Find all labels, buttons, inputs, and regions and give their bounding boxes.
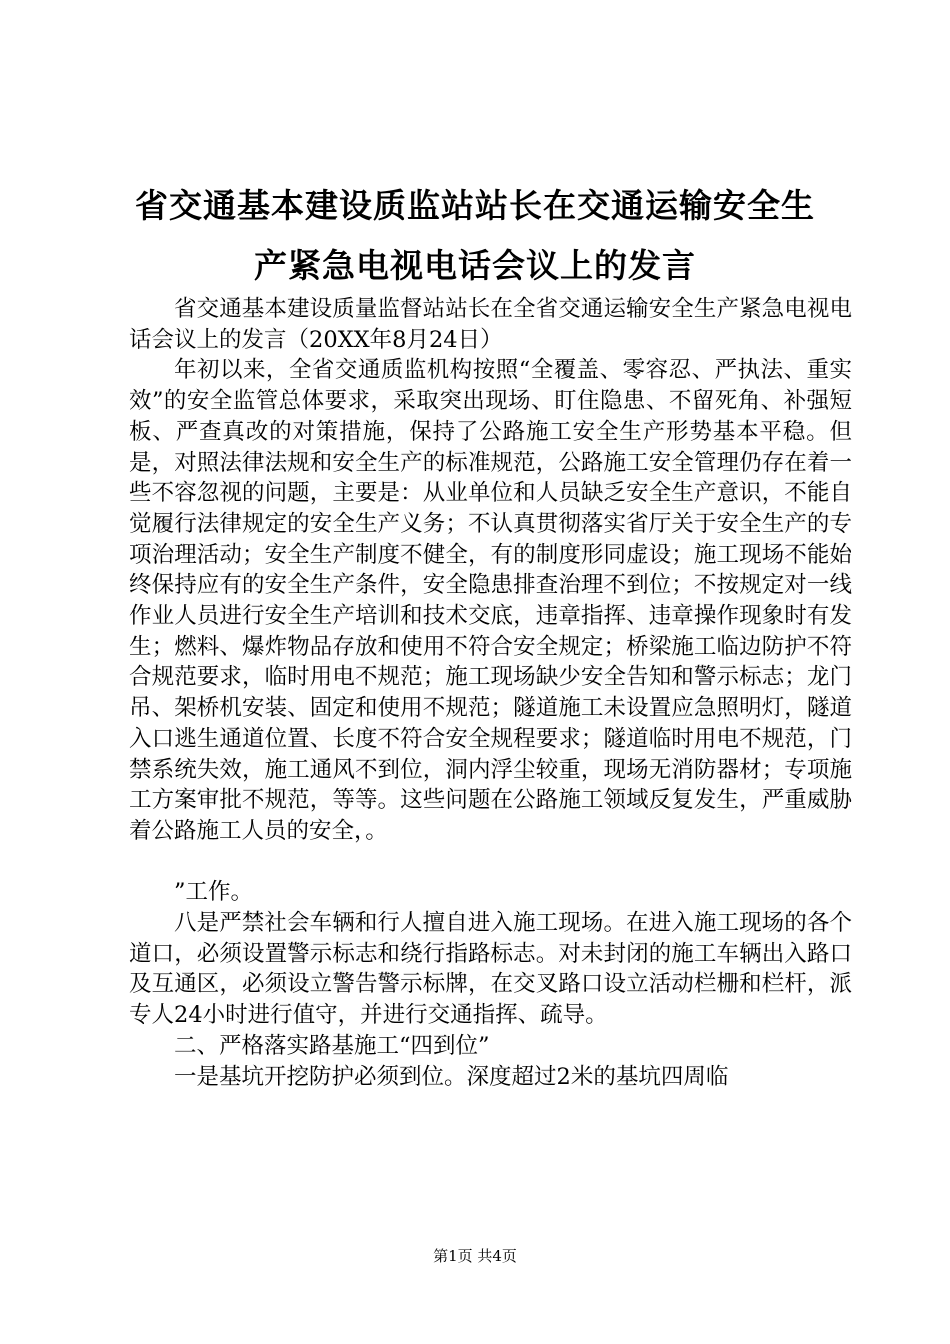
page-number-footer: 第1页 共4页 — [433, 1247, 517, 1265]
section-heading-two: 二、严格落实路基施工“四到位” — [174, 1032, 490, 1059]
title-line-2: 产紧急电视电话会议上的发言 — [254, 246, 696, 285]
paragraph-problems: 年初以来，全省交通质监机构按照“全覆盖、零容忍、严执法、重实效”的安全监管总体要求，采取突出现场、盯住隐患、不留死角、补强短板、严查真改的对策措施，保持了公路施工安全生产形势基本平稳。但是，对照法律法规和安全生产的标准规范，公路施工安全管理仍存在着一些不容忽视的问题，主要是：从业单位和人员缺乏安全生产意识，不能自觉履行法律规定的安全生产义务；不认真贯彻落实省厅关于安全生产的专项治理活动；安全生产制度不健全，有的制度形同虚设；施工现场不能始终保持应有的安全生产条件，安全隐患排查治理不到位；不按规定对一线作业人员进行安全生产培训和技术交底，违章指挥、违章操作现象时有发生；燃料、爆炸物品存放和使用不符合安全规定；桥梁施工临边防护不符合规范要求，临时用电不规范；施工现场缺少安全告知和警示标志；龙门吊、架桥机安装、固定和使用不规范；隧道施工未设置应急照明灯，隧道入口逃生通道位置、长度不符合安全规程要求；隧道临时用电不规范，门禁系统失效，施工通风不到位，洞内浮尘较重，现场无消防器材；专项施工方案审批不规范，等等。这些问题在公路施工领域反复发生，严重威胁着公路施工人员的安全，。 — [129, 357, 852, 844]
document-body — [129, 294, 852, 1092]
paragraph-item-one: 一是基坑开挖防护必须到位。深度超过2米的基坑四周临 — [174, 1063, 729, 1090]
paragraph-item-eight: 八是严禁社会车辆和行人擅自进入施工现场。在进入施工现场的各个道口，必须设置警示标志和绕行指路标志。对未封闭的施工车辆出入路口及互通区，必须设立警告警示标牌，在交叉路口设立活动栏栅和栏杆，派专人24小时进行值守，并进行交通指挥、疏导。 — [129, 910, 852, 1029]
paragraph-intro: 省交通基本建设质量监督站站长在全省交通运输安全生产紧急电视电话会议上的发言（20XX年8月24日） — [129, 296, 852, 353]
paragraph-work: ”工作。 — [174, 879, 254, 906]
title-line-1: 省交通基本建设质监站站长在交通运输安全生 — [135, 186, 815, 225]
document-title — [110, 176, 840, 296]
